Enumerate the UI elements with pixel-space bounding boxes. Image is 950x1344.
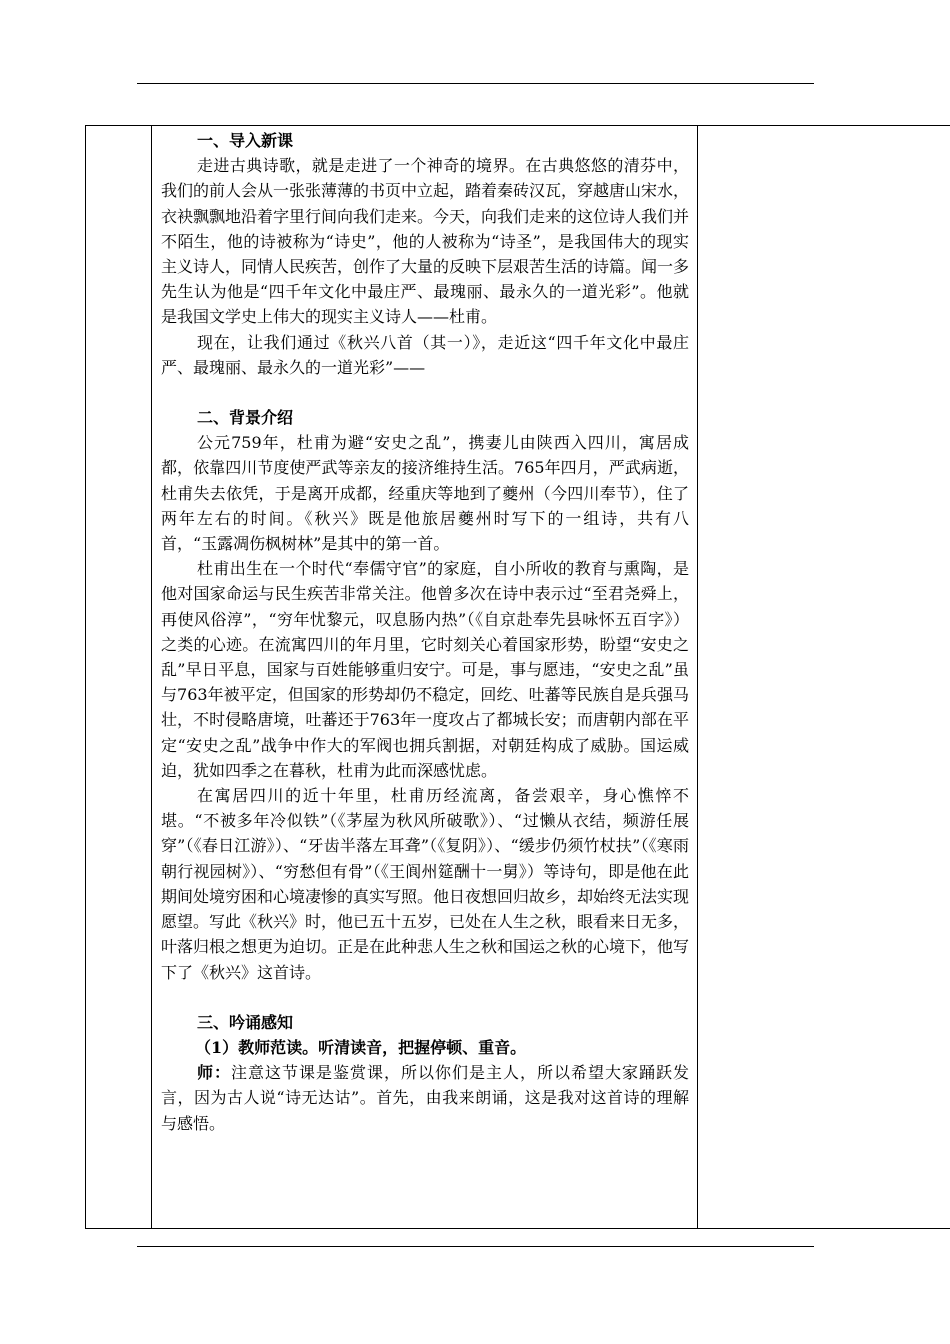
table-column-divider-right: [697, 125, 698, 1228]
table-bottom-border: [85, 1228, 950, 1229]
footer-rule: [137, 1246, 814, 1247]
lesson-content-cell: [161, 128, 689, 1136]
speaker-label: 师：: [197, 1063, 231, 1083]
paragraph: 在寓居四川的近十年里，杜甫历经流离，备尝艰辛，身心憔悴不堪。“不被多年冷似铁”（《茅屋为秋风所破歌》）、“过懒从衣结，频游任展穿”（《春日江游》）、“牙齿半落左耳聋”（《复阴》）、“缓步仍须竹杖扶”（《寒雨朝行视园树》）、“穷愁但有骨”（《王阆州筵酬十一舅》）等诗句，即是他在此期间处境穷困和心境凄惨的真实写照。他日夜想回归故乡，却始终无法实现愿望。写此《秋兴》时，他已五十五岁，已处在人生之秋，眼看来日无多，叶落归根之想更为迫切。正是在此种悲人生之秋和国运之秋的心境下，他写下了《秋兴》这首诗。: [161, 786, 690, 982]
paragraph: 走进古典诗歌，就是走进了一个神奇的境界。在古典悠悠的清芬中，我们的前人会从一张张薄薄的书页中立起，踏着秦砖汉瓦，穿越唐山宋水，衣袂飘飘地沿着字里行间向我们走来。今天，向我们走来的这位诗人我们并不陌生，他的诗被称为“诗史”，他的人被称为“诗圣”，是我国伟大的现实主义诗人，同情人民疾苦，创作了大量的反映下层艰苦生活的诗篇。闻一多先生认为他是“四千年文化中最庄严、最瑰丽、最永久的一道光彩”。他就是我国文学史上伟大的现实主义诗人——杜甫。: [161, 156, 690, 327]
table-left-border: [85, 125, 86, 1228]
section-heading-recitation: 三、吟诵感知: [197, 1012, 294, 1032]
table-top-border: [85, 125, 950, 126]
paragraph-text: 注意这节课是鉴赏课，所以你们是主人，所以希望大家踊跃发言，因为古人说“诗无达诂”。首先，由我来朗诵，这是我对这首诗的理解与感悟。: [161, 1063, 689, 1133]
header-rule: [137, 83, 814, 84]
table-column-divider-left: [151, 125, 152, 1228]
paragraph: 现在，让我们通过《秋兴八首（其一）》，走近这“四千年文化中最庄严、最瑰丽、最永久的一道光彩”——: [161, 332, 689, 377]
paragraph: 公元759年，杜甫为避“安史之乱”，携妻儿由陕西入四川，寓居成都，依靠四川节度使严武等亲友的接济维持生活。765年四月，严武病逝，杜甫失去依凭，于是离开成都，经重庆等地到了夔州（今四川奉节），住了两年左右的时间。《秋兴》既是他旅居夔州时写下的一组诗，共有八首，“玉露凋伤枫树林”是其中的第一首。: [161, 433, 689, 554]
section-heading-intro: 一、导入新课: [197, 131, 294, 150]
paragraph: [161, 1060, 689, 1136]
section-heading-background: 二、背景介绍: [197, 408, 294, 428]
paragraph: 杜甫出生在一个时代“奉儒守官”的家庭，自小所收的教育与熏陶，是他对国家命运与民生疾苦非常关注。他曾多次在诗中表示过“至君尧舜上，再使风俗淳”，“穷年忧黎元，叹息肠内热”（《自京赴奉先县咏怀五百字》）之类的心迹。在流寓四川的年月里，它时刻关心着国家形势，盼望“安史之乱”早日平息，国家与百姓能够重归安宁。可是，事与愿违，“安史之乱”虽与763年被平定，但国家的形势却仍不稳定，回纥、吐蕃等民族自是兵强马壮，不时侵略唐境，吐蕃还于763年一度攻占了都城长安；而唐朝内部在平定“安史之乱”战争中作大的军阀也拥兵割据，对朝廷构成了威胁。国运威迫，犹如四季之在暮秋，杜甫为此而深感忧虑。: [161, 559, 689, 780]
subheading-teacher-reading: （1）教师范读。听清读音，把握停顿、重音。: [195, 1037, 527, 1057]
